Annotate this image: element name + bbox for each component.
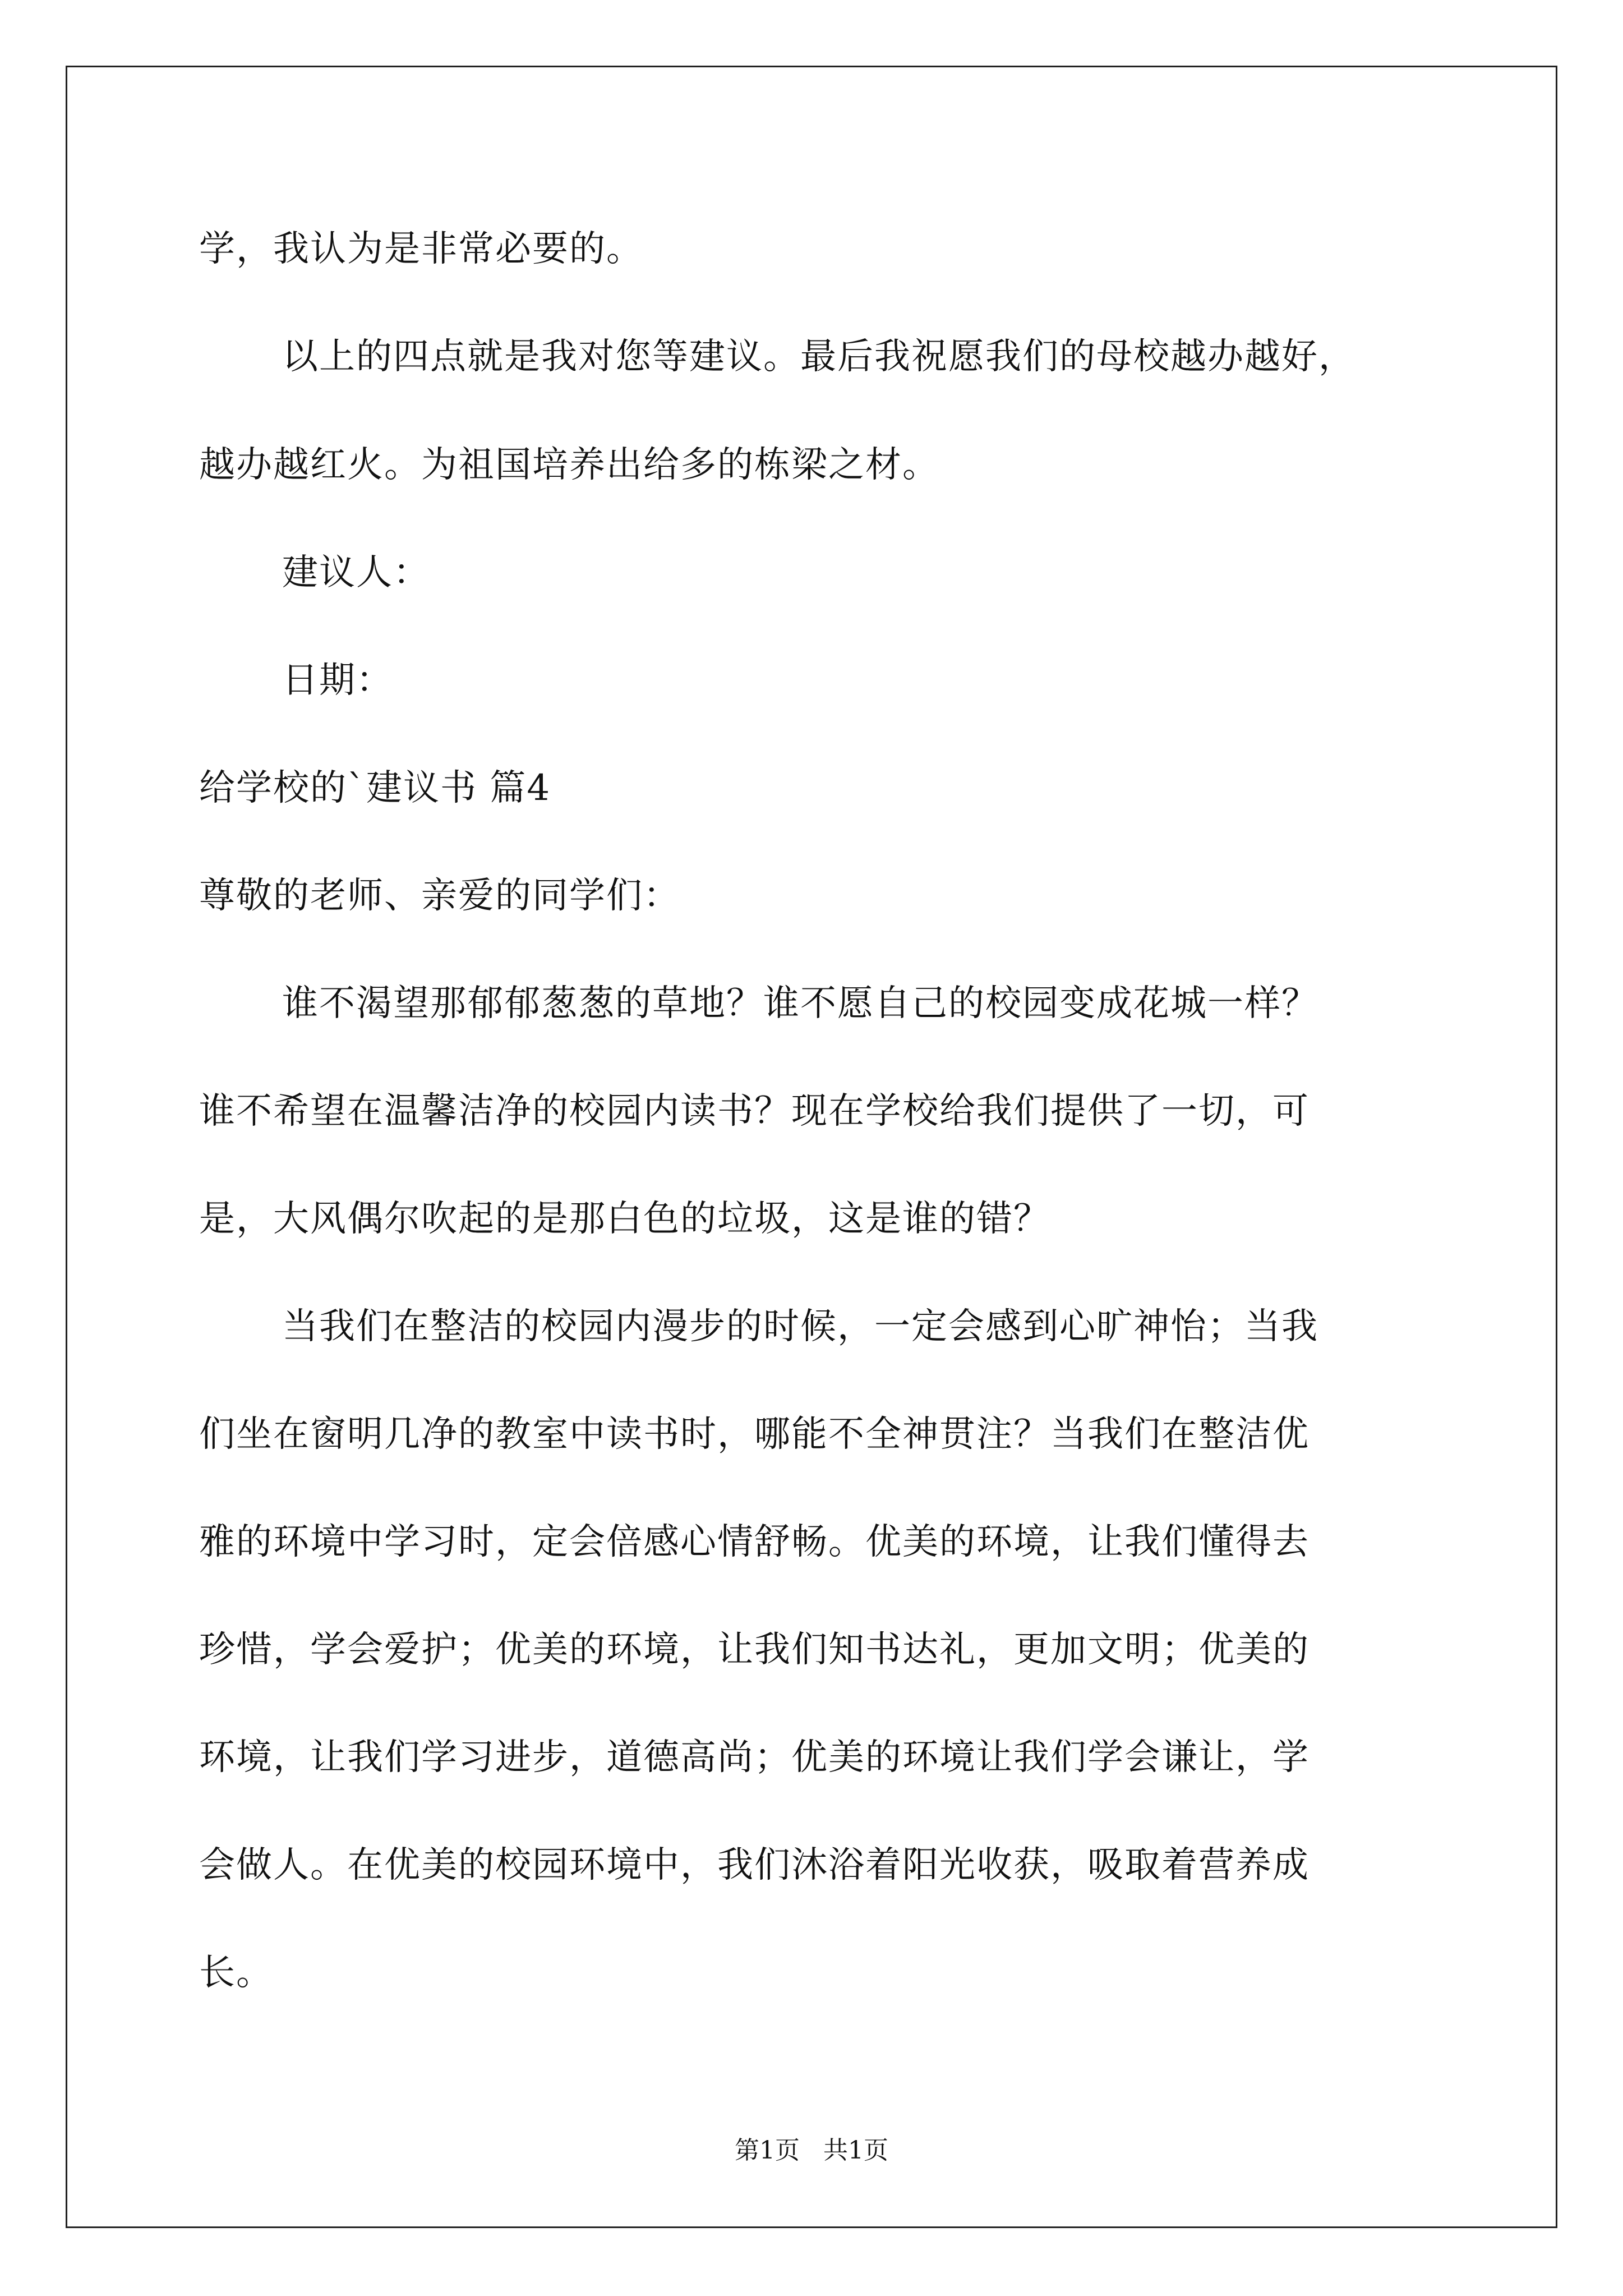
page-frame bbox=[66, 66, 1557, 2228]
paragraph-line: 会做人。在优美的校园环境中，我们沐浴着阳光收获，吸取着营养成 bbox=[199, 1844, 1310, 1886]
paragraph-line: 是，大风偶尔吹起的是那白色的垃圾，这是谁的错？ bbox=[199, 1198, 1050, 1240]
paragraph-line: 们坐在窗明几净的教室中读书时，哪能不全神贯注？当我们在整洁优 bbox=[199, 1414, 1310, 1455]
signature-label: 建议人： bbox=[282, 552, 430, 593]
paragraph-line: 以上的四点就是我对您等建议。最后我祝愿我们的母校越办越好， bbox=[282, 336, 1355, 378]
page-number-footer: 第1页 共1页 bbox=[735, 2136, 888, 2165]
date-label: 日期： bbox=[282, 660, 393, 701]
paragraph-line: 谁不渴望那郁郁葱葱的草地？谁不愿自己的校园变成花城一样？ bbox=[282, 983, 1318, 1024]
paragraph-line: 谁不希望在温馨洁净的校园内读书？现在学校给我们提供了一切，可 bbox=[199, 1091, 1310, 1132]
salutation: 尊敬的老师、亲爱的同学们： bbox=[199, 875, 680, 917]
paragraph-line: 长。 bbox=[199, 1952, 273, 1994]
section-heading: 给学校的`建议书 篇4 bbox=[199, 767, 551, 809]
paragraph-line: 环境，让我们学习进步，道德高尚；优美的环境让我们学会谦让，学 bbox=[199, 1737, 1310, 1778]
paragraph-line: 珍惜，学会爱护；优美的环境，让我们知书达礼，更加文明；优美的 bbox=[199, 1629, 1310, 1671]
paragraph-line: 学，我认为是非常必要的。 bbox=[199, 228, 643, 270]
paragraph-line: 雅的环境中学习时，定会倍感心情舒畅。优美的环境，让我们懂得去 bbox=[199, 1521, 1310, 1563]
paragraph-line: 当我们在整洁的校园内漫步的时候，一定会感到心旷神怡；当我 bbox=[282, 1306, 1318, 1347]
paragraph-line: 越办越红火。为祖国培养出给多的栋梁之材。 bbox=[199, 444, 939, 486]
